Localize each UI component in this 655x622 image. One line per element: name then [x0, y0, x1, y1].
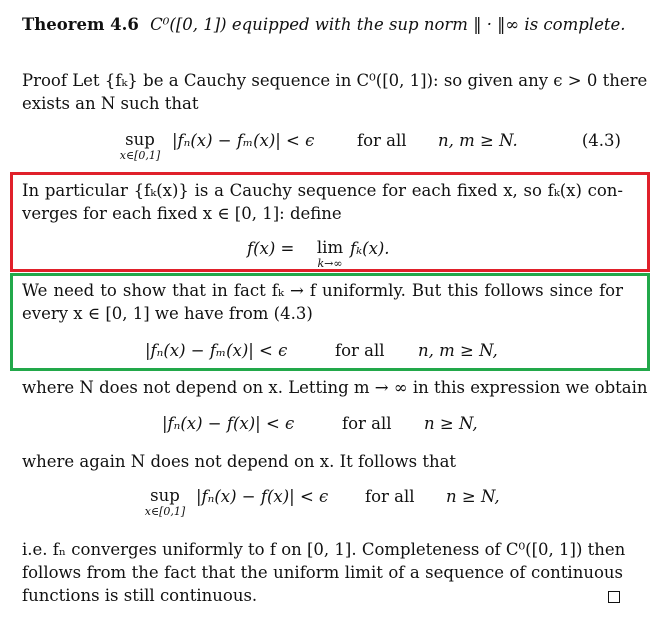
eq43-sup-under: x∈[0,1] — [119, 149, 161, 162]
green-line-2: every x ∈ [0, 1] we have from (4.3) — [22, 304, 313, 323]
eq3-sup-under: x∈[0,1] — [144, 505, 186, 518]
proof-line-1: Proof Let {fₖ} be a Cauchy sequence in C⁰([0, 1]): so given any ϵ > 0 there — [22, 71, 648, 90]
red-eq-lim-op: lim — [316, 238, 344, 257]
proof-final-1: i.e. fₙ converges uniformly to f on [0, 1]. Completeness of C⁰([0, 1]) then — [22, 540, 626, 559]
proof-line-2: exists an N such that — [22, 94, 199, 113]
green-line-1: We need to show that in fact fₖ → f uniformly. But this follows since for — [22, 281, 623, 300]
theorem-statement: C⁰([0, 1]) equipped with the sup norm ‖ · ‖∞ is complete. — [150, 15, 626, 34]
eq43-expr: |fₙ(x) − fₘ(x)| < ϵ — [172, 131, 315, 150]
red-eq-lim — [309, 238, 351, 270]
proof-final-2: follows from the fact that the uniform limit of a sequence of continuous — [22, 563, 623, 582]
green-eq-cond: n, m ≥ N, — [418, 341, 498, 360]
proof-line-after: where N does not depend on x. Letting m → ∞ in this expression we obtain — [22, 378, 648, 397]
red-eq-lhs: f(x) = — [247, 239, 295, 258]
eq2-cond-word: for all — [342, 414, 392, 433]
qed-square-icon — [608, 591, 620, 603]
eq43-sup — [112, 130, 168, 162]
green-eq-expr: |fₙ(x) − fₘ(x)| < ϵ — [145, 341, 288, 360]
eq3-expr: |fₙ(x) − f(x)| < ϵ — [196, 487, 329, 506]
eq43-cond-word: for all — [357, 131, 407, 150]
theorem-label: Theorem 4.6 — [22, 15, 139, 34]
red-line-1: In particular {fₖ(x)} is a Cauchy sequence for each fixed x, so fₖ(x) con- — [22, 181, 623, 200]
theorem — [22, 14, 626, 36]
eq3-sup — [137, 486, 193, 518]
eq3-sup-op: sup — [150, 486, 180, 505]
eq3-cond-word: for all — [365, 487, 415, 506]
red-eq-lim-under: k→∞ — [317, 257, 343, 270]
eq43-cond: n, m ≥ N. — [438, 131, 518, 150]
proof-line-again: where again N does not depend on x. It follows that — [22, 452, 457, 471]
eq2-expr: |fₙ(x) − f(x)| < ϵ — [162, 414, 295, 433]
green-eq-cond-word: for all — [335, 341, 385, 360]
eq43-sup-op: sup — [125, 130, 155, 149]
eq3-cond: n ≥ N, — [446, 487, 500, 506]
eq43-number: (4.3) — [581, 131, 621, 150]
proof-final-3: functions is still continuous. — [22, 586, 258, 605]
red-line-2: verges for each fixed x ∈ [0, 1]: define — [22, 204, 342, 223]
eq2-cond: n ≥ N, — [424, 414, 478, 433]
red-eq-rhs: fₖ(x). — [350, 239, 390, 258]
